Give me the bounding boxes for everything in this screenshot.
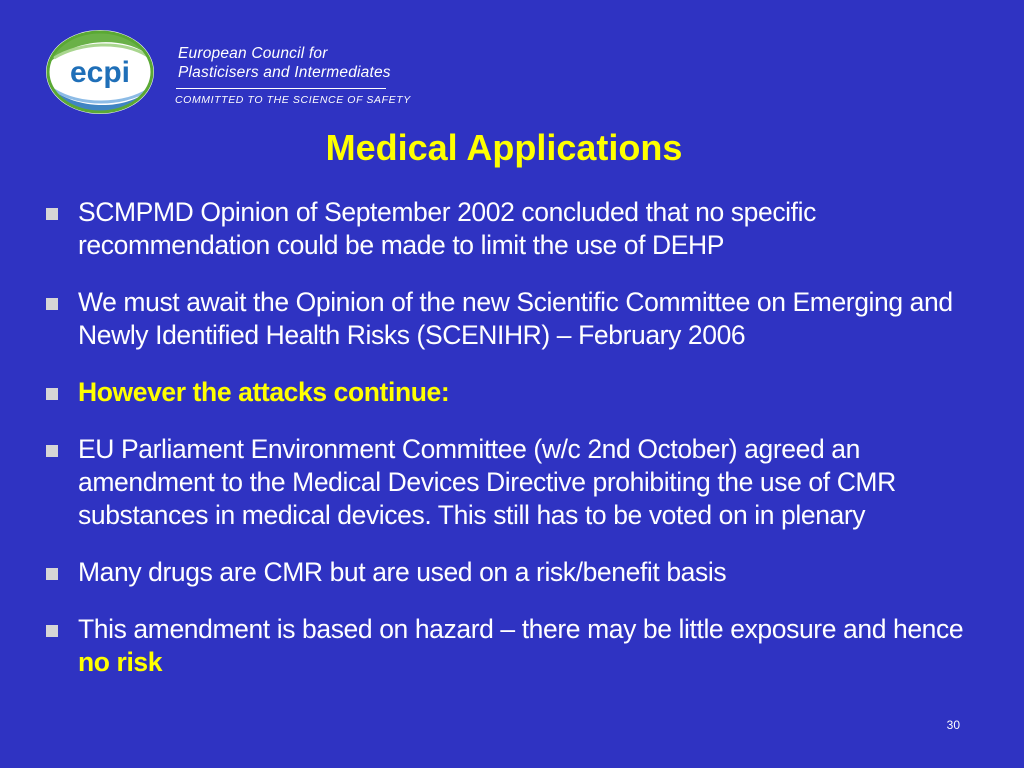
slide-title: Medical Applications [325, 127, 683, 168]
square-bullet-icon [46, 388, 58, 400]
logo-text: ecpi [69, 56, 131, 89]
bullet-item [44, 556, 994, 589]
square-bullet-icon [46, 298, 58, 310]
square-bullet-icon [46, 445, 58, 457]
bullet-item [44, 613, 994, 679]
square-bullet-icon [46, 208, 58, 220]
bullet-text: Many drugs are CMR but are used on a risk/benefit basis [78, 557, 727, 587]
bullet-text: EU Parliament Environment Committee (w/c 2nd October) agreed an amendment to the Medical Devices Directive prohibiting the use of CMR substances in medical devices. This still has to be voted on in plenary [78, 434, 896, 530]
organization-name [178, 44, 408, 82]
page-number: 30 [946, 718, 960, 732]
org-name-line2: Plasticisers and Intermediates [178, 64, 391, 81]
bullet-text: This amendment is based on hazard – there may be little exposure and hence [78, 614, 964, 644]
bullet-item [44, 376, 994, 409]
square-bullet-icon [46, 568, 58, 580]
bullet-list [44, 196, 994, 703]
bullet-highlight-text: no risk [78, 647, 163, 677]
bullet-item [44, 433, 994, 532]
bullet-text: We must await the Opinion of the new Scientific Committee on Emerging and Newly Identified Health Risks (SCENIHR) – February 2006 [78, 287, 953, 350]
bullet-text: SCMPMD Opinion of September 2002 concluded that no specific recommendation could be made to limit the use of DEHP [78, 197, 816, 260]
bullet-item [44, 286, 994, 352]
ecpi-logo [44, 28, 156, 116]
org-tagline: COMMITTED TO THE SCIENCE OF SAFETY [175, 94, 411, 106]
org-name-line1: European Council for [178, 45, 328, 62]
bullet-item [44, 196, 994, 262]
bullet-highlight-text: However the attacks continue: [78, 377, 450, 407]
org-divider [176, 88, 386, 89]
square-bullet-icon [46, 625, 58, 637]
